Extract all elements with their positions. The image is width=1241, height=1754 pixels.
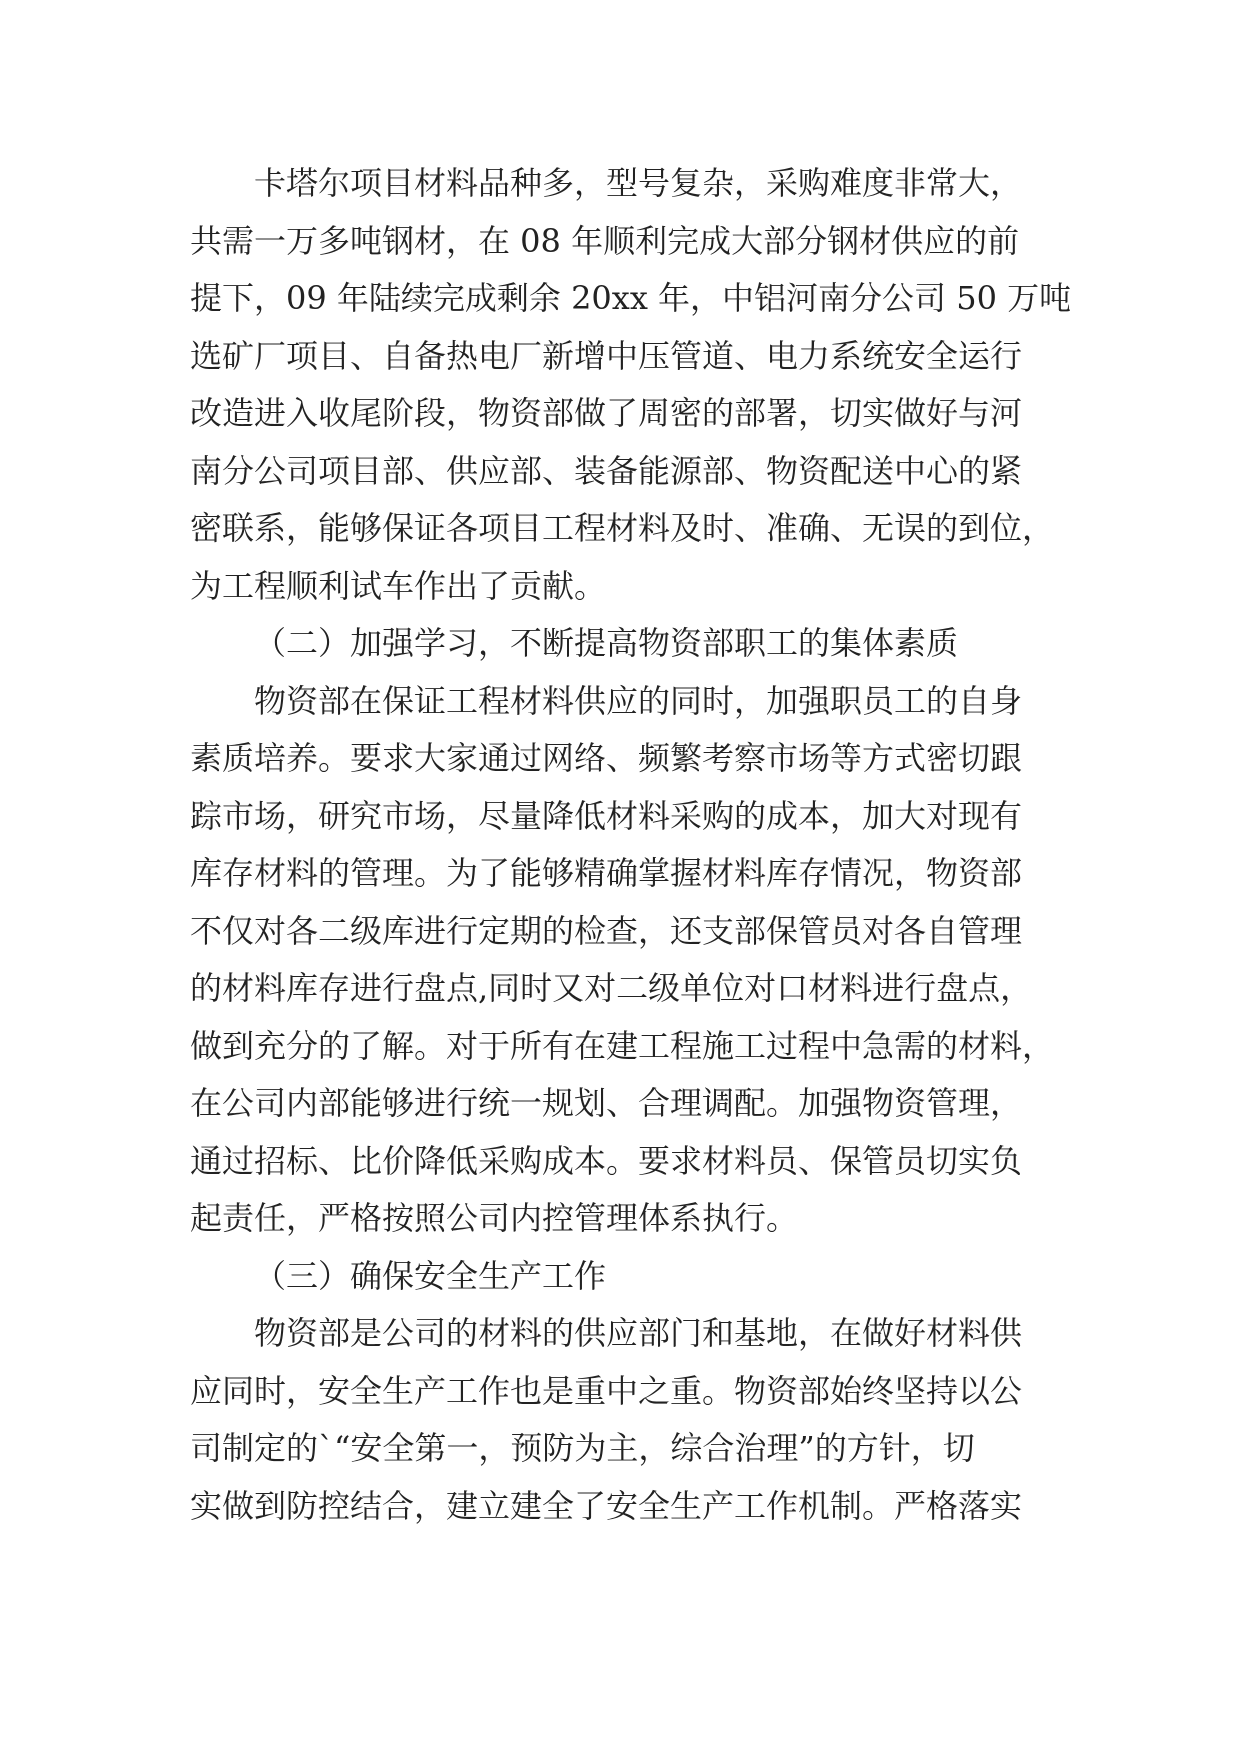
section-heading-2: [190, 615, 1060, 673]
text-line: 提下，09 年陆续完成剩余 20xx 年，中铝河南分公司 50 万吨: [190, 279, 1072, 317]
text-line: 应同时，安全生产工作也是重中之重。物资部始终坚持以公: [190, 1371, 1023, 1410]
text-line: 卡塔尔项目材料品种多，型号复杂，采购难度非常大，: [254, 164, 1023, 202]
section-heading-text: （二）加强学习，不断提高物资部职工的集体素质: [254, 624, 959, 662]
text-line: 选矿厂项目、自备热电厂新增中压管道、电力系统安全运行: [190, 336, 1023, 375]
text-line: 改造进入收尾阶段，物资部做了周密的部署，切实做好与河: [190, 394, 1023, 432]
text-line: 踪市场，研究市场，尽量降低材料采购的成本，加大对现有: [190, 796, 1023, 835]
text-line: 实做到防控结合，建立建全了安全生产工作机制。严格落实: [190, 1486, 1023, 1525]
text-line: 共需一万多吨钢材，在 08 年顺利完成大部分钢材供应的前: [190, 221, 1020, 260]
text-line: 物资部是公司的材料的供应部门和基地，在做好材料供: [254, 1314, 1023, 1352]
text-line: 素质培养。要求大家通过网络、频繁考察市场等方式密切跟: [190, 739, 1023, 777]
text-line: 为工程顺利试车作出了贡献。: [190, 566, 607, 605]
paragraph-safety-production: [190, 1305, 1060, 1535]
text-line: 起责任，严格按照公司内控管理体系执行。: [190, 1199, 799, 1237]
text-line: 不仅对各二级库进行定期的检查，还支部保管员对各自管理: [190, 911, 1023, 950]
text-line: 库存材料的管理。为了能够精确掌握材料库存情况，物资部: [190, 854, 1023, 892]
document-page: [190, 155, 1072, 1535]
text-line: 做到充分的了解。对于所有在建工程施工过程中急需的材料，: [190, 1026, 1055, 1065]
text-line: 司制定的`“安全第一，预防为主，综合治理”的方针，切: [190, 1429, 975, 1467]
section-heading-text: （三）确保安全生产工作: [254, 1256, 607, 1295]
text-line: 物资部在保证工程材料供应的同时，加强职员工的自身: [254, 681, 1023, 720]
paragraph-staff-quality: [190, 673, 1060, 1248]
paragraph-qatar-project: [190, 155, 1072, 615]
section-heading-3: [190, 1248, 1060, 1306]
text-line: 密联系，能够保证各项目工程材料及时、准确、无误的到位，: [190, 509, 1055, 547]
text-line: 的材料库存进行盘点,同时又对二级单位对口材料进行盘点，: [190, 969, 1033, 1007]
text-line: 南分公司项目部、供应部、装备能源部、物资配送中心的紧: [190, 451, 1023, 490]
text-line: 在公司内部能够进行统一规划、合理调配。加强物资管理，: [190, 1084, 1023, 1122]
text-line: 通过招标、比价降低采购成本。要求材料员、保管员切实负: [190, 1141, 1023, 1180]
